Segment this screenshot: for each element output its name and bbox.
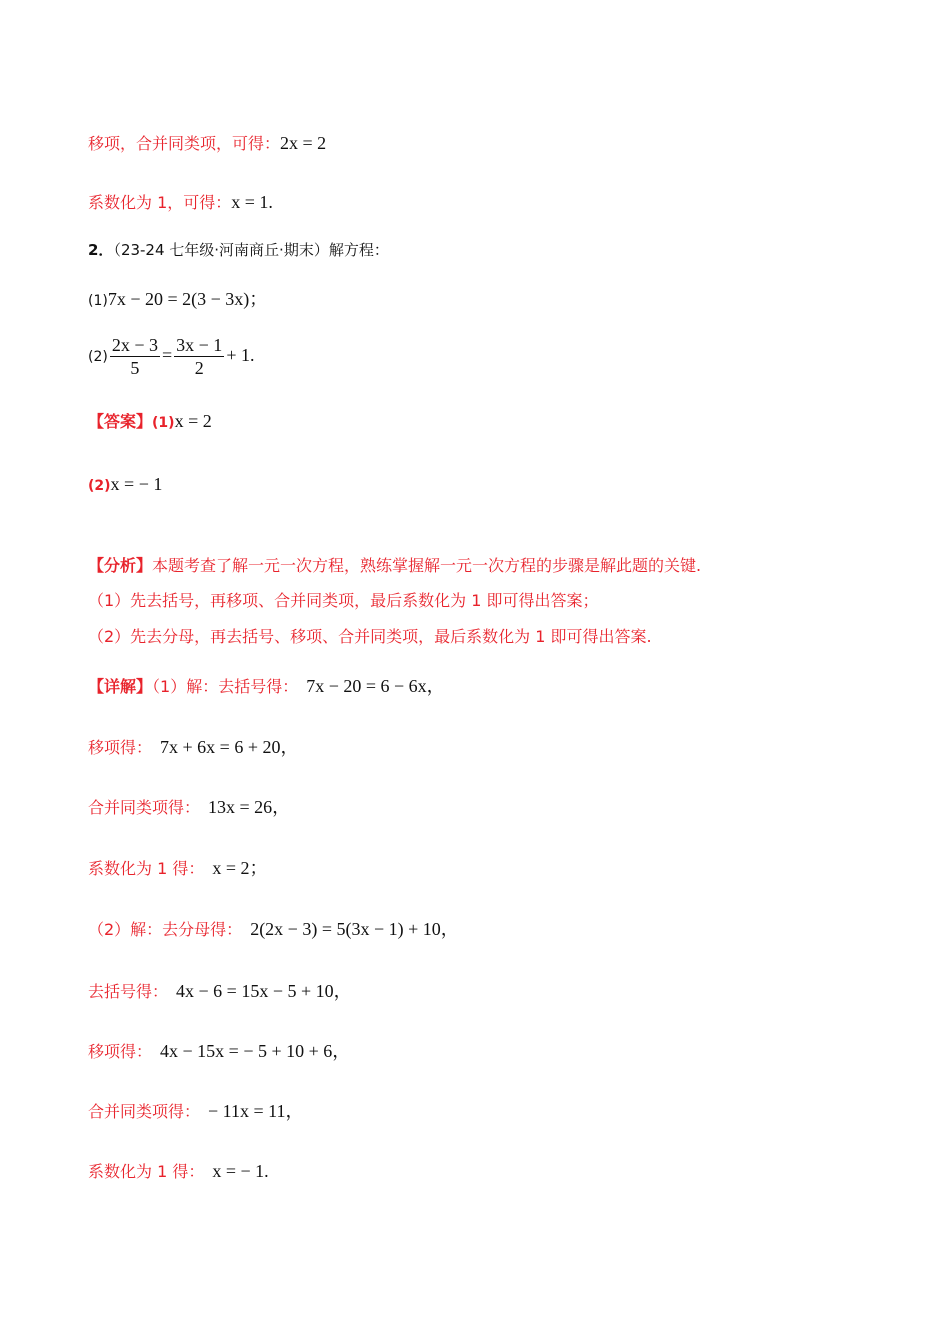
intro-line-2	[88, 192, 273, 213]
detail-p2-line-1	[88, 919, 459, 940]
answer-part-1-label: (1)	[152, 415, 175, 431]
question-part-2-tail: + 1.	[226, 345, 255, 365]
analysis-line	[88, 556, 701, 576]
question-part-1	[88, 289, 267, 311]
detail-p1-line-3	[88, 797, 290, 818]
detail-p2-line-2	[88, 981, 352, 1002]
detail-p2-line-5	[88, 1161, 269, 1182]
analysis-tag: 【分析】	[88, 556, 153, 575]
question-part-2-fraction-2	[174, 335, 224, 378]
detail-p1-step-3: 13x = 26，	[208, 797, 291, 817]
detail-p1-step-2: 7x + 6x = 6 + 20，	[160, 737, 299, 757]
intro-line-1-math: 2x = 2	[280, 133, 327, 153]
fraction-1-numerator: 2x − 3	[111, 335, 158, 355]
question-prompt: 解方程：	[328, 241, 389, 259]
fraction-2-numerator: 3x − 1	[176, 335, 223, 355]
fraction-1-denominator: 5	[130, 358, 140, 378]
detail-p1-intro: （1）解：去括号得：	[152, 677, 299, 696]
intro-line-1	[88, 133, 326, 154]
fraction-2-denominator: 2	[194, 358, 204, 378]
detail-p1-line-1	[88, 676, 445, 697]
question-part-1-math: 7x − 20 = 2(3 − 3x)；	[107, 289, 268, 309]
detail-p2-line-3	[88, 1041, 350, 1062]
detail-p1-line-4	[88, 858, 268, 879]
answer-part-2-math: x = − 1	[110, 474, 163, 494]
detail-p1-label-3: 合并同类项得：	[88, 798, 201, 817]
question-part-2-label: (2)	[88, 349, 108, 365]
detail-tag: 【详解】	[88, 677, 153, 696]
detail-p1-label-2: 移项得：	[88, 738, 153, 757]
question-part-2-equals: =	[162, 345, 173, 365]
detail-p2-step-1: 2(2x − 3) = 5(3x − 1) + 10，	[250, 919, 459, 939]
question-heading	[88, 240, 389, 260]
answer-part-2-label: (2)	[88, 478, 111, 494]
detail-p2-step-4: − 11x = 11，	[208, 1101, 304, 1121]
analysis-step-1: （1）先去括号，再移项、合并同类项，最后系数化为 1 即可得出答案；	[88, 591, 599, 610]
question-part-2-fraction-1	[110, 335, 160, 378]
intro-line-1-text: 移项，合并同类项，可得：	[88, 134, 281, 153]
intro-line-2-math: x = 1.	[231, 192, 273, 212]
detail-p2-line-4	[88, 1101, 303, 1122]
detail-p2-label-5: 系数化为 1 得：	[88, 1162, 205, 1181]
question-source: （23-24 七年级·河南商丘·期末）	[113, 241, 329, 259]
analysis-step-2: （2）先去分母，再去括号、移项、合并同类项，最后系数化为 1 即可得出答案.	[88, 627, 652, 646]
detail-p2-intro: （2）解：去分母得：	[88, 920, 243, 939]
detail-p1-line-2	[88, 737, 298, 758]
question-number: 2．	[88, 241, 114, 259]
answer-part-2	[88, 474, 162, 496]
analysis-text: 本题考查了解一元一次方程，熟练掌握解一元一次方程的步骤是解此题的关键.	[152, 556, 702, 575]
answer-part-1-math: x = 2	[174, 411, 212, 431]
detail-p1-label-4: 系数化为 1 得：	[88, 859, 205, 878]
intro-line-2-text: 系数化为 1，可得：	[88, 193, 232, 212]
detail-p2-step-3: 4x − 15x = − 5 + 10 + 6，	[160, 1041, 351, 1061]
answer-tag: 【答案】	[88, 412, 153, 431]
answer-part-1	[88, 411, 212, 433]
detail-p2-label-2: 去括号得：	[88, 982, 169, 1001]
question-part-1-label: (1)	[88, 293, 108, 309]
detail-p2-label-4: 合并同类项得：	[88, 1102, 201, 1121]
detail-p2-label-3: 移项得：	[88, 1042, 153, 1061]
detail-p1-step-1: 7x − 20 = 6 − 6x，	[306, 676, 445, 696]
detail-p2-step-2: 4x − 6 = 15x − 5 + 10，	[176, 981, 352, 1001]
detail-p1-step-4: x = 2；	[212, 858, 268, 878]
detail-p2-step-5: x = − 1.	[212, 1161, 269, 1181]
question-part-2	[88, 335, 254, 378]
